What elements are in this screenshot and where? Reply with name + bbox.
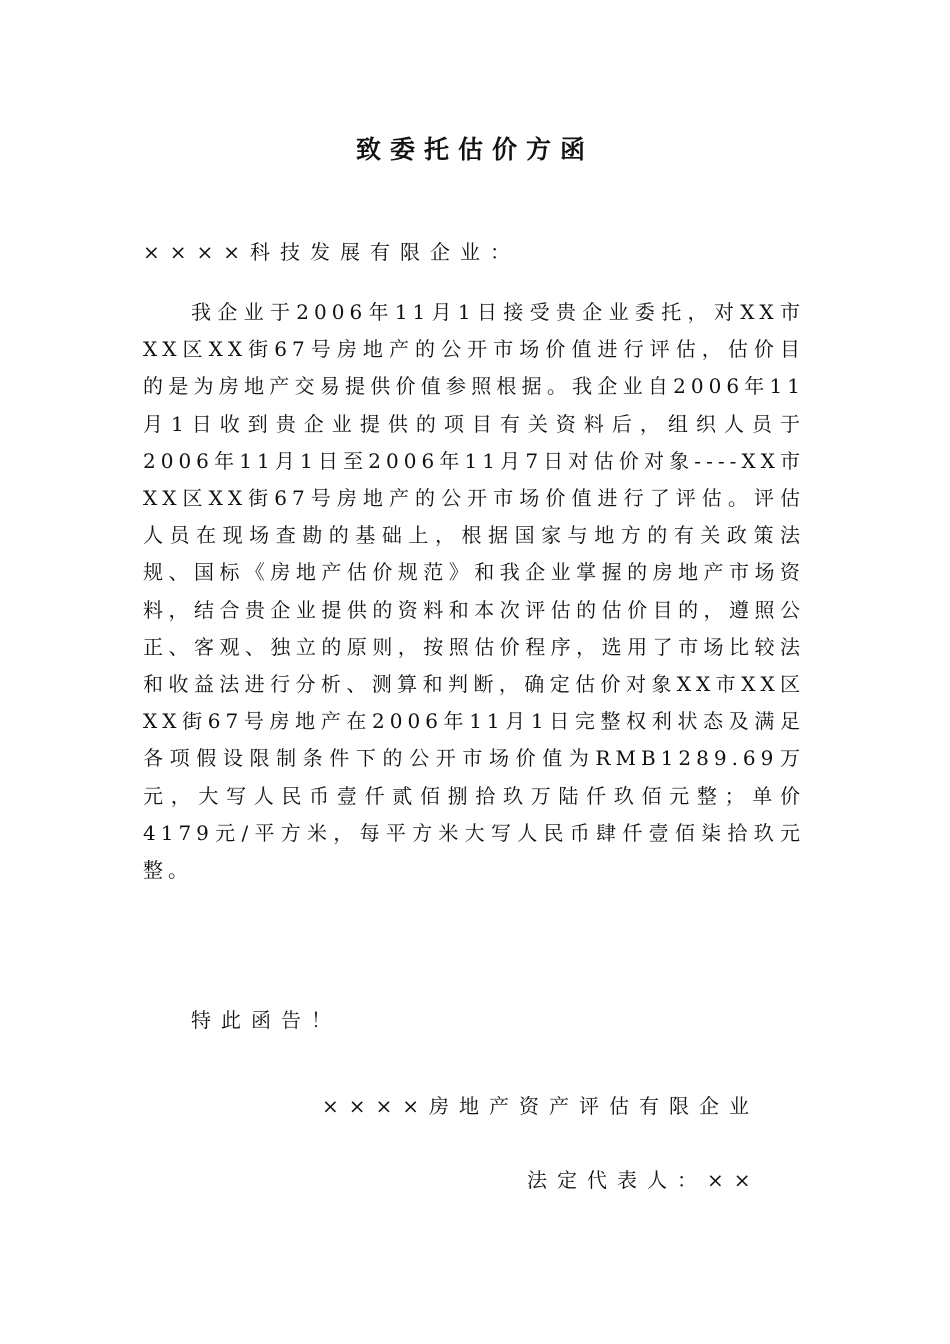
closing-line: 特此函告！ bbox=[191, 1008, 341, 1032]
document-title: 致委托估价方函 bbox=[355, 135, 594, 164]
letter-body-paragraph: 我企业于2006年11月1日接受贵企业委托，对XX市XX区XX街67号房地产的公开市场价值进行评估，估价目的是为房地产交易提供价值参照根据。我企业自2006年11月1日收到贵企业提供的项目有关资料后，组织人员于2006年11月1日至2006年11月7日对估价对象----XX市XX区XX街67号房地产的公开市场价值进行了评估。评估人员在现场查勘的基础上，根据国家与地方的有关政策法规、国标《房地产估价规范》和我企业掌握的房地产市场资料，结合贵企业提供的资料和本次评估的估价目的，遵照公正、客观、独立的原则，按照估价程序，选用了市场比较法和收益法进行分析、测算和判断，确定估价对象XX市XX区XX街67号房地产在2006年11月1日完整权利状态及满足各项假设限制条件下的公开市场价值为RMB1289.69万元，大写人民币壹仟贰佰捌拾玖万陆仟玖佰元整；单价4179元/平方米，每平方米大写人民币肆仟壹佰柒拾玖元整。 bbox=[143, 300, 805, 883]
signature-company: ××××房地产资产评估有限企业 bbox=[322, 1094, 760, 1118]
salutation-line: ××××科技发展有限企业： bbox=[143, 240, 521, 264]
signature-representative: 法定代表人：×× bbox=[527, 1168, 761, 1192]
